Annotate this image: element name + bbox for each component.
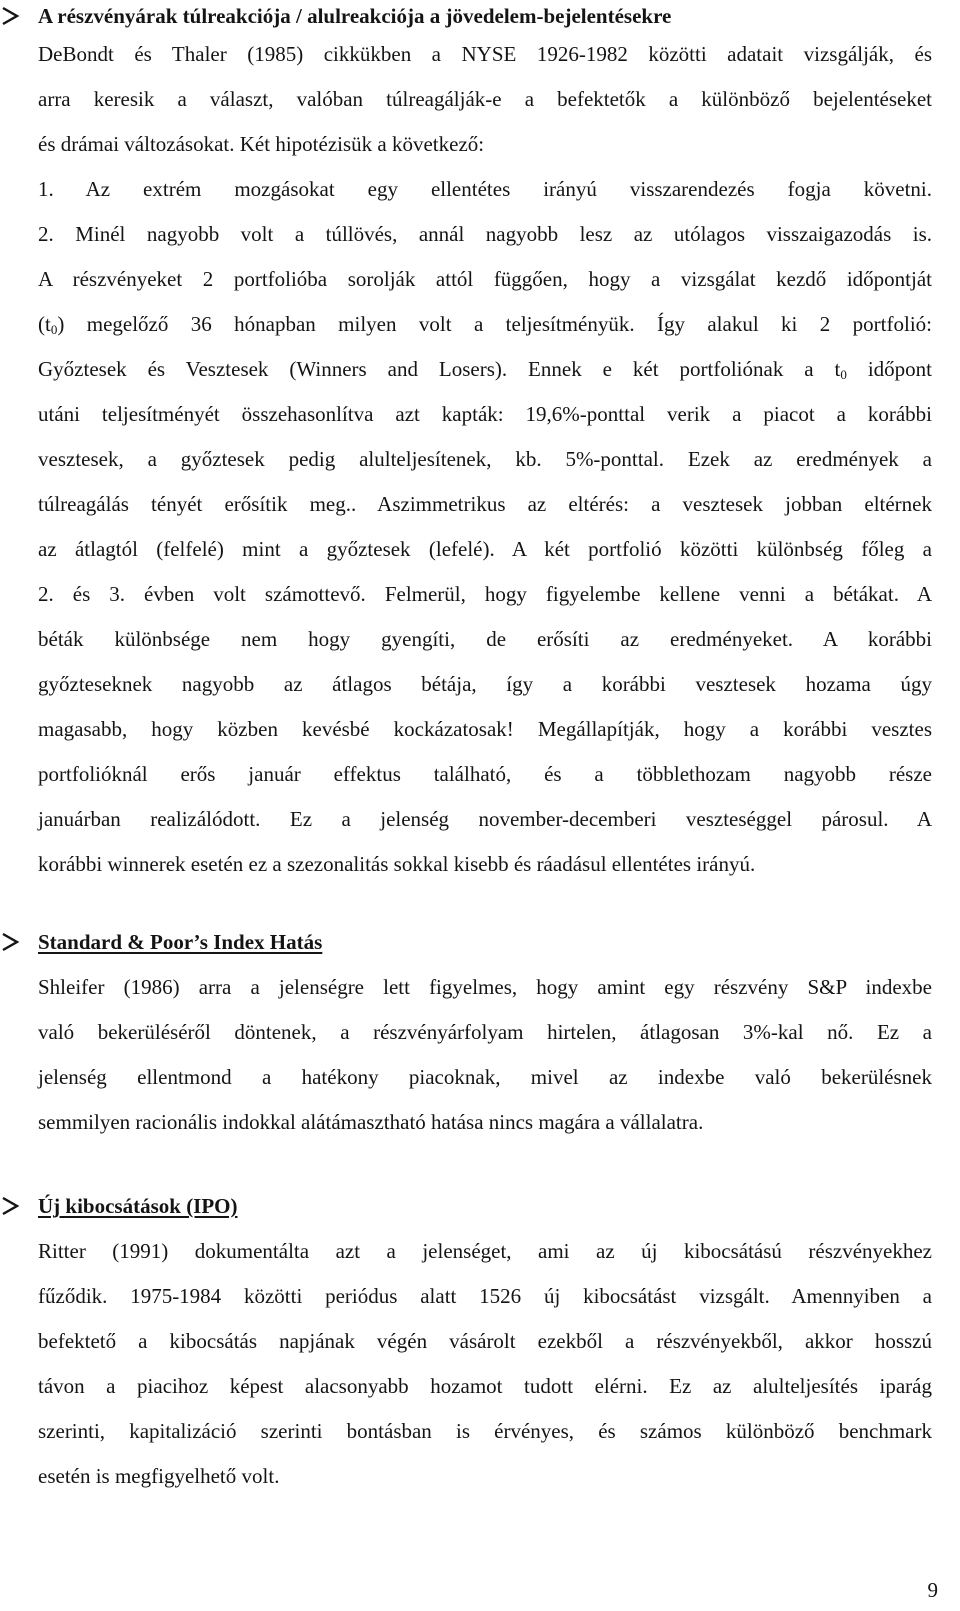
text-line: Győztesek és Vesztesek (Winners and Losers). Ennek e két portfoliónak a $t_0$ időpont xyxy=(38,357,933,382)
arrowhead-bullet-icon xyxy=(0,1192,20,1220)
text-line: való bekerüléséről döntenek, a részvényárfolyam hirtelen, átlagosan 3%-kal nő. Ez a xyxy=(38,1020,932,1044)
arrowhead-bullet-icon xyxy=(0,928,20,956)
section-title: Standard & Poor’s Index Hatás xyxy=(38,930,323,954)
text-line: semmilyen racionális indokkal alátámasztható hatása nincs magára a vállalatra. xyxy=(38,1110,704,1134)
text-line: esetén is megfigyelhető volt. xyxy=(38,1464,280,1488)
text-line: vesztesek, a győztesek pedig alulteljesítenek, kb. 5%-ponttal. Ezek az eredmények a xyxy=(38,447,932,471)
text-line: korábbi winnerek esetén ez a szezonalitás sokkal kisebb és ráadásul ellentétes irányú. xyxy=(38,852,756,876)
text-line: 2. Minél nagyobb volt a túllövés, annál nagyobb lesz az utólagos visszaigazodás is. xyxy=(38,222,932,246)
section-title: Új kibocsátások (IPO) xyxy=(38,1194,238,1218)
text-line: arra keresik a választ, valóban túlreagálják-e a befektetők a különböző bejelentéseket xyxy=(38,87,932,111)
text-line: DeBondt és Thaler (1985) cikkükben a NYSE 1926-1982 közötti adatait vizsgálják, és xyxy=(38,42,932,66)
section-body xyxy=(38,965,932,1145)
text-line: A részvényeket 2 portfolióba sorolják attól függően, hogy a vizsgálat kezdő időpontját xyxy=(38,267,932,291)
section-body xyxy=(38,1229,932,1499)
text-line: $(t_0)$ megelőző 36 hónapban milyen volt a teljesítményük. Így alakul ki 2 portfolió: xyxy=(38,312,932,337)
text-line: Ritter (1991) dokumentálta azt a jelenséget, ami az új kibocsátású részvényekhez xyxy=(38,1239,932,1263)
text-line: Shleifer (1986) arra a jelenségre lett figyelmes, hogy amint egy részvény S&P indexbe xyxy=(38,975,932,999)
text-line: béták különbsége nem hogy gyengíti, de erősíti az eredményeket. A korábbi xyxy=(38,627,932,651)
text-line: győzteseknek nagyobb az átlagos bétája, így a korábbi vesztesek hozama úgy xyxy=(38,672,932,696)
text-line: és drámai változásokat. Két hipotézisük a következő: xyxy=(38,132,485,156)
page-number: 9 xyxy=(927,1578,938,1602)
text-line: magasabb, hogy közben kevésbé kockázatosak! Megállapítják, hogy a korábbi vesztes xyxy=(38,717,932,741)
text-line: 2. és 3. évben volt számottevő. Felmerül, hogy figyelembe kellene venni a bétákat. A xyxy=(38,582,932,606)
section-title: A részvényárak túlreakciója / alulreakciója a jövedelem-bejelentésekre xyxy=(38,4,672,28)
text-line: túlreagálás tényét erősítik meg.. Aszimmetrikus az eltérés: a vesztesek jobban eltérnek xyxy=(38,492,932,516)
text-line: utáni teljesítményét összehasonlítva azt kapták: 19,6%-ponttal verik a piacot a korábbi xyxy=(38,402,932,426)
text-line: 1. Az extrém mozgásokat egy ellentétes irányú visszarendezés fogja követni. xyxy=(38,177,932,201)
text-line: portfolióknál erős január effektus található, és a többlethozam nagyobb része xyxy=(38,762,932,786)
text-line: befektető a kibocsátás napjának végén vásárolt ezekből a részvényekből, akkor hosszú xyxy=(38,1329,932,1353)
text-line: jelenség ellentmond a hatékony piacoknak, mivel az indexbe való bekerülésnek xyxy=(38,1065,932,1089)
text-line: az átlagtól (felfelé) mint a győztesek (lefelé). A két portfolió közötti különbség főleg a xyxy=(38,537,932,561)
text-line: szerinti, kapitalizáció szerinti bontásban is érvényes, és számos különböző benchmark xyxy=(38,1419,932,1443)
text-line: távon a piacihoz képest alacsonyabb hozamot tudott elérni. Ez az alulteljesítés iparág xyxy=(38,1374,932,1398)
text-line: fűződik. 1975-1984 közötti periódus alatt 1526 új kibocsátást vizsgált. Amennyiben a xyxy=(38,1284,932,1308)
section-body xyxy=(38,32,932,887)
text-line: januárban realizálódott. Ez a jelenség november-decemberi veszteséggel párosul. A xyxy=(38,807,932,831)
arrowhead-bullet-icon xyxy=(0,2,20,30)
